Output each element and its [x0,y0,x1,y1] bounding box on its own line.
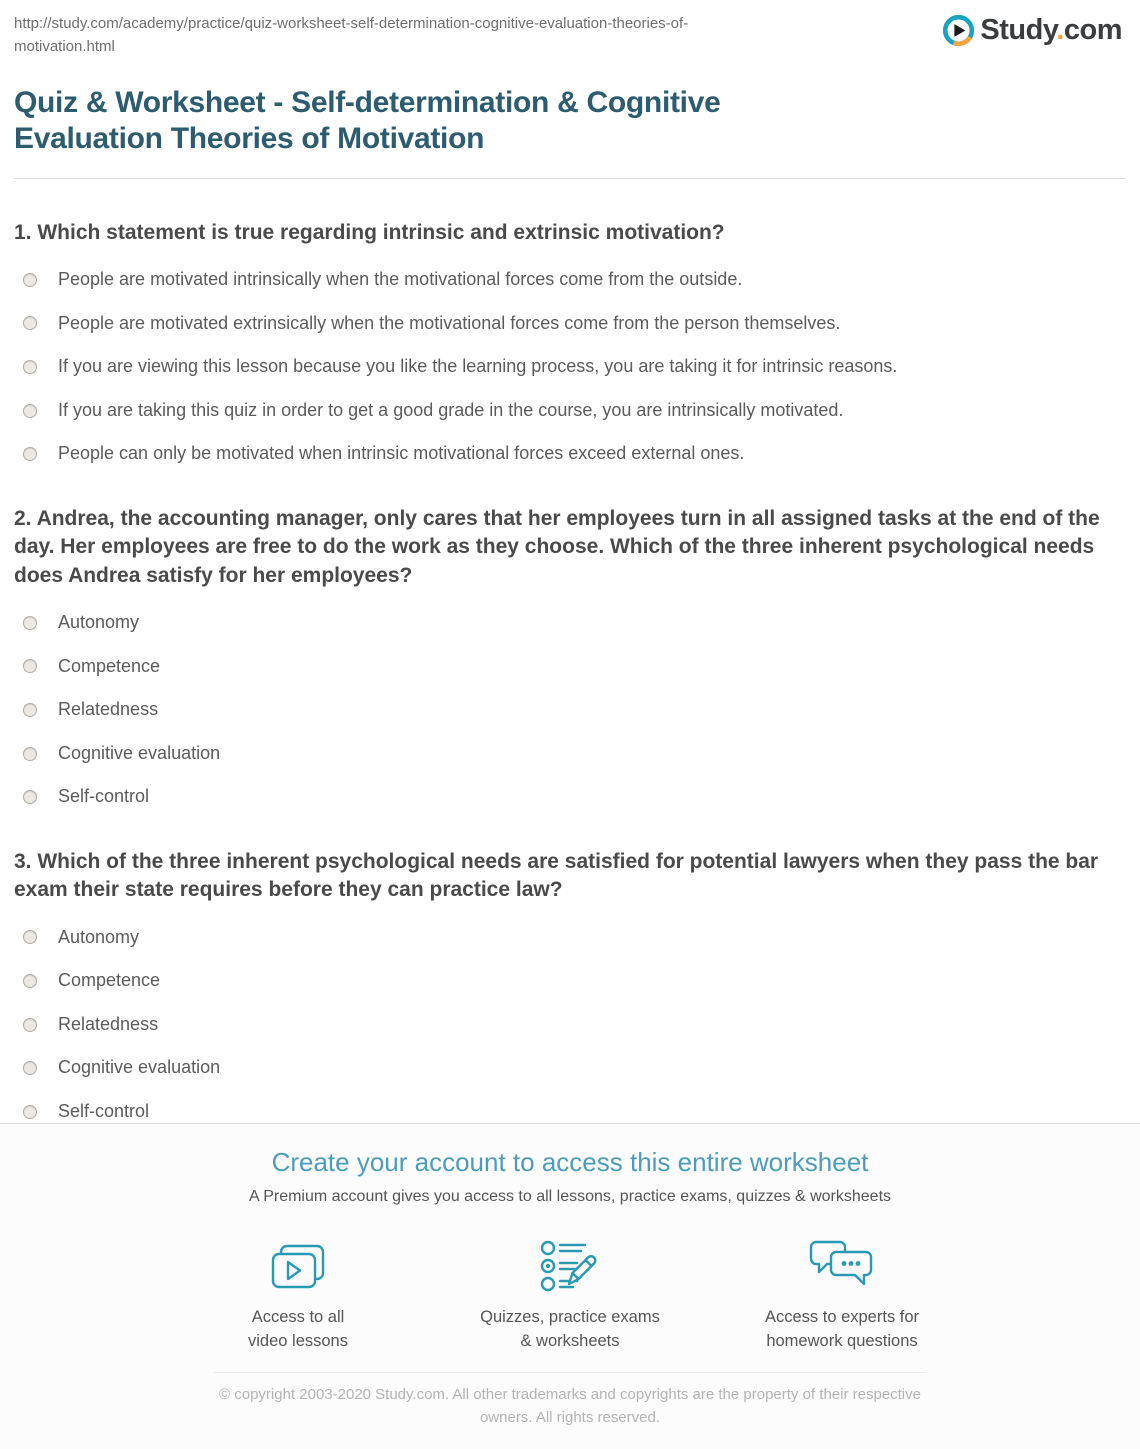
video-lessons-icon [189,1236,407,1294]
page-url-text: http://study.com/academy/practice/quiz-worksheet-self-determination-cognitive-evaluation-theories-of-motivation.html [14,15,689,56]
radio-button[interactable] [23,447,37,461]
answer-option-label[interactable]: If you are viewing this lesson because you like the learning process, you are taking it for intrinsic reasons. [58,356,898,377]
page-title: Quiz & Worksheet - Self-determination & Cognitive Evaluation Theories of Motivation [14,85,721,156]
footer-subheading: A Premium account gives you access to all lessons, practice exams, quizzes & worksheets [248,1188,892,1206]
copyright-notice: © copyright 2003-2020 Study.com. All other trademarks and copyrights are the property of their respective owners. All rights reserved. [214,1372,926,1449]
answer-option-label[interactable]: Autonomy [58,926,140,947]
radio-button[interactable] [23,316,37,330]
chat-bubbles-icon [733,1236,951,1294]
radio-button[interactable] [23,273,37,287]
answer-option-label[interactable]: Self-control [58,1101,150,1122]
answer-option[interactable] [14,1101,1126,1123]
answer-option-label[interactable]: People can only be motivated when intrinsic motivational forces exceed external ones. [58,443,745,464]
answer-option[interactable] [14,743,1126,765]
answer-option[interactable] [14,699,1126,721]
answer-option[interactable] [14,612,1126,634]
answer-option-label[interactable]: If you are taking this quiz in order to get a good grade in the course, you are intrinsically motivated. [58,399,844,420]
answer-option-label[interactable]: Cognitive evaluation [58,1057,221,1078]
question-1-heading: 1. Which statement is true regarding intrinsic and extrinsic motivation? [14,220,725,244]
answer-option-label[interactable]: Self-control [58,786,150,807]
answer-option-label[interactable]: People are motivated intrinsically when the motivational forces come from the outside. [58,269,743,290]
answer-option[interactable] [14,656,1126,678]
radio-button[interactable] [23,1061,37,1075]
answer-option[interactable] [14,786,1126,808]
answer-option[interactable] [14,356,1126,378]
feature-list [0,1236,1140,1354]
feature-label: Access to all video lessons [248,1308,348,1351]
answer-option[interactable] [14,927,1126,949]
answer-option-label[interactable]: Autonomy [58,612,140,633]
feature-expert-help [733,1236,951,1354]
question-1 [14,219,1126,465]
question-3 [14,848,1126,1123]
answer-option[interactable] [14,970,1126,992]
radio-button[interactable] [23,930,37,944]
footer-heading: Create your account to access this entire worksheet [271,1146,869,1177]
answer-option[interactable] [14,313,1126,335]
question-2-heading: 2. Andrea, the accounting manager, only cares that her employees turn in all assigned tasks at the end of the day. Her employees are free to do the work as they choose. Which of the three inherent psychological needs does Andrea satisfy for her employees? [14,507,1100,587]
feature-label: Access to experts for homework questions [764,1308,920,1351]
answer-option-label[interactable]: Competence [58,970,161,991]
studycom-logo[interactable] [942,14,1122,47]
question-2 [14,505,1126,808]
feature-label: Quizzes, practice exams & worksheets [480,1308,660,1351]
print-header [0,0,1140,59]
radio-button[interactable] [23,1018,37,1032]
radio-button[interactable] [23,404,37,418]
answer-option-label[interactable]: Competence [58,655,161,676]
quiz-body [0,179,1140,1123]
radio-button[interactable] [23,790,37,804]
radio-button[interactable] [23,974,37,988]
play-circle-icon [942,14,975,47]
logo-wordmark: Study.com [980,14,1122,46]
answer-option-label[interactable]: People are motivated extrinsically when the motivational forces come from the person themselves. [58,312,841,333]
radio-button[interactable] [23,616,37,630]
quiz-pencil-icon [461,1236,679,1294]
answer-option[interactable] [14,443,1126,465]
answer-option[interactable] [14,269,1126,291]
answer-option[interactable] [14,400,1126,422]
radio-button[interactable] [23,747,37,761]
signup-footer [0,1123,1140,1449]
radio-button[interactable] [23,1105,37,1119]
radio-button[interactable] [23,703,37,717]
feature-video-lessons [189,1236,407,1354]
question-3-heading: 3. Which of the three inherent psychological needs are satisfied for potential lawyers when they pass the bar exam their state requires before they can practice law? [14,850,1099,902]
answer-option-label[interactable]: Cognitive evaluation [58,742,221,763]
radio-button[interactable] [23,659,37,673]
answer-option[interactable] [14,1014,1126,1036]
answer-option-label[interactable]: Relatedness [58,1013,159,1034]
radio-button[interactable] [23,360,37,374]
feature-quizzes-worksheets [461,1236,679,1354]
answer-option[interactable] [14,1057,1126,1079]
answer-option-label[interactable]: Relatedness [58,699,159,720]
